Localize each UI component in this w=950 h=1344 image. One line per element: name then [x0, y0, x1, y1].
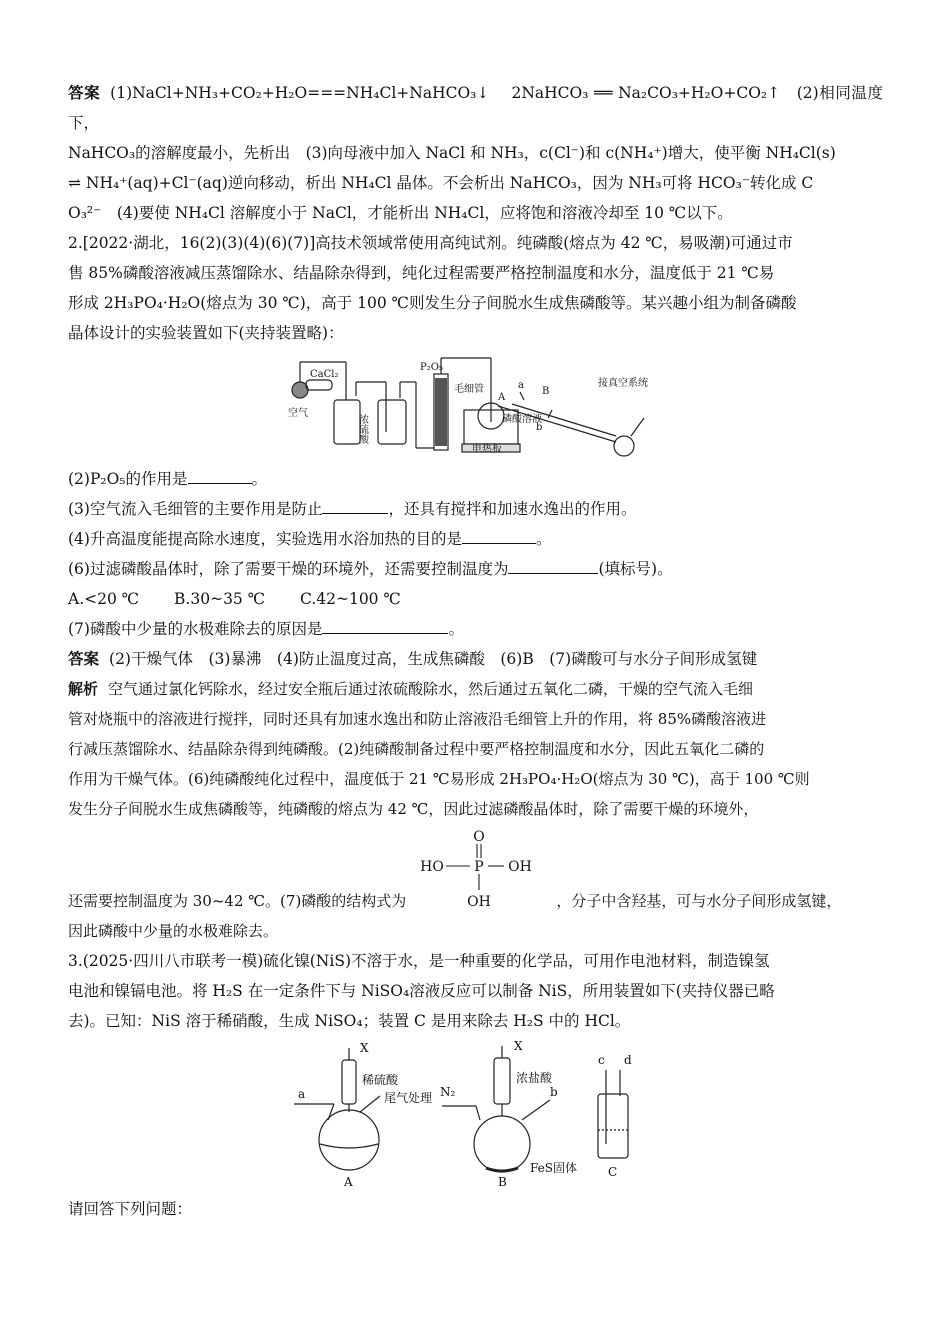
- q2-sub7: (7)磷酸中少量的水极难除去的原因是 。: [68, 620, 464, 638]
- nis-apparatus-figure: [294, 1040, 664, 1190]
- q3-prompt: 请回答下列问题：: [68, 1200, 193, 1218]
- option-a: A.<20 ℃: [68, 590, 140, 608]
- q2-analysis-line6: 还需要控制温度为 30~42 ℃。(7)磷酸的结构式为 O HO P OH OH ，分子中含羟基，可与水分子间形成氢键，: [68, 824, 883, 916]
- answer-blank-7[interactable]: [322, 619, 448, 634]
- q1-answer-line1: 答案 (1)NaCl+NH₃+CO₂+H₂O===NH₄Cl+NaHCO₃↓ 2NaHCO₃ ══ Na₂CO₃+H₂O+CO₂↑ (2)相同温度下，: [68, 84, 883, 132]
- q1-answer-line2: NaHCO₃的溶解度最小，先析出 (3)向母液中加入 NaCl 和 NH₃，c(Cl⁻)和 c(NH₄⁺)增大，使平衡 NH₄Cl(s): [68, 144, 836, 162]
- label-a-inlet: a: [298, 1087, 306, 1101]
- label-b-condenser: B: [542, 386, 550, 397]
- label-p2o5: P₂O₅: [420, 362, 443, 373]
- document-page: [68, 78, 883, 1224]
- q3-stem-line3: 去)。已知：NiS 溶于稀硝酸，生成 NiSO₄；装置 C 是用来除去 H₂S 中的 HCl。: [68, 1012, 631, 1030]
- label-a: a: [518, 380, 524, 391]
- struct-ho: HO: [420, 859, 445, 875]
- analysis-label: 解析: [68, 680, 99, 698]
- label-vacuum: 接真空系统: [598, 378, 648, 389]
- label-capillary: 毛细管: [454, 384, 484, 395]
- label-bottle-c: C: [608, 1165, 618, 1179]
- label-h2so4: 浓硫酸: [356, 414, 368, 444]
- q2-stem-line4: 晶体设计的实验装置如下(夹持装置略)：: [68, 324, 344, 342]
- label-dilute-acid: 稀硫酸: [362, 1073, 399, 1087]
- label-c-tube: c: [598, 1053, 605, 1067]
- q1-answer-line4: O₃²⁻ (4)要使 NH₄Cl 溶解度小于 NaCl，才能析出 NH₄Cl，应将饱和溶液冷却至 10 ℃以下。: [68, 204, 733, 222]
- q2-answer: 答案 (2)干燥气体 (3)暴沸 (4)防止温度过高，生成焦磷酸 (6)B (7)磷酸可与水分子间形成氢键: [68, 650, 758, 668]
- q2-sub4: (4)升高温度能提高除水速度，实验选用水浴加热的目的是 。: [68, 530, 552, 548]
- q2-analysis-line4: 作用为干燥气体。(6)纯磷酸纯化过程中，温度低于 21 ℃易形成 2H₃PO₄·H₂O(熔点为 30 ℃)，高于 100 ℃则: [68, 770, 810, 788]
- label-fes: FeS固体: [530, 1161, 577, 1175]
- struct-p: P: [474, 859, 485, 875]
- q2-analysis-line7: 因此磷酸中少量的水极难除去。: [68, 922, 279, 940]
- q2-analysis-line5: 发生分子间脱水生成焦磷酸等，纯磷酸的熔点为 42 ℃，因此过滤磷酸晶体时，除了需要干燥的环境外，: [68, 800, 759, 818]
- label-x-a: X: [360, 1041, 369, 1055]
- answer-blank-2[interactable]: [188, 469, 252, 484]
- q2-analysis-line2: 管对烧瓶中的溶液进行搅拌，同时还具有加速水逸出和防止溶液沿毛细管上升的作用，将 85%磷酸溶液进: [68, 710, 767, 728]
- label-n2: N₂: [440, 1085, 456, 1099]
- label-flask-b: B: [498, 1175, 507, 1189]
- answer-label: 答案: [68, 650, 100, 668]
- label-d-tube: d: [624, 1053, 632, 1067]
- label-b-outlet: b: [550, 1085, 558, 1099]
- phosphoric-acid-structure: [406, 828, 556, 916]
- q3-stem-line1: 3.(2025·四川八市联考一模)硫化镍(NiS)不溶于水，是一种重要的化学品，可用作电池材料，制造镍氢: [68, 952, 770, 970]
- label-heater: 电热板: [472, 444, 502, 455]
- label-cacl2: CaCl₂: [310, 369, 339, 380]
- answer-blank-4[interactable]: [462, 529, 536, 544]
- q2-analysis-line3: 行减压蒸馏除水、结晶除杂得到纯磷酸。(2)纯磷酸制备过程中要严格控制温度和水分，因此五氧化二磷的: [68, 740, 765, 758]
- struct-oh-bottom: OH: [467, 894, 492, 910]
- q2-stem-line1: 2.[2022·湖北，16(2)(3)(4)(6)(7)]高技术领域常使用高纯试剂。纯磷酸(熔点为 42 ℃，易吸潮)可通过市: [68, 234, 793, 252]
- option-c: C.42~100 ℃: [300, 590, 401, 608]
- answer-blank-6[interactable]: [508, 559, 598, 574]
- label-flask-a: A: [498, 392, 506, 403]
- q2-sub6: (6)过滤磷酸晶体时，除了需要干燥的环境外，还需要控制温度为 (填标号)。: [68, 560, 673, 578]
- option-b: B.30~35 ℃: [174, 590, 266, 608]
- answer-label: 答案: [68, 84, 101, 102]
- label-air: 空气: [288, 408, 308, 419]
- q1-answer-line3: ⇌ NH₄⁺(aq)+Cl⁻(aq)逆向移动，析出 NH₄Cl 晶体。不会析出 NaHCO₃，因为 NH₃可将 HCO₃⁻转化成 C: [68, 174, 814, 192]
- q2-sub2: (2)P₂O₅的作用是 。: [68, 470, 268, 488]
- label-acid-solution: 磷酸溶液: [502, 414, 542, 425]
- label-flask-a: A: [344, 1175, 353, 1189]
- label-tail-gas: 尾气处理: [384, 1091, 433, 1105]
- label-x-b: X: [514, 1040, 523, 1053]
- label-b: b: [536, 422, 543, 433]
- struct-o: O: [473, 829, 486, 845]
- q3-stem-line2: 电池和镍镉电池。将 H₂S 在一定条件下与 NiSO₄溶液反应可以制备 NiS，所用装置如下(夹持仪器已略: [68, 982, 775, 1000]
- q2-stem-line3: 形成 2H₃PO₄·H₂O(熔点为 30 ℃)，高于 100 ℃则发生分子间脱水生成焦磷酸等。某兴趣小组为制备磷酸: [68, 294, 797, 312]
- q2-sub3: (3)空气流入毛细管的主要作用是防止 ，还具有搅拌和加速水逸出的作用。: [68, 500, 637, 518]
- q2-stem-line2: 售 85%磷酸溶液减压蒸馏除水、结晶除杂得到，纯化过程需要严格控制温度和水分，温度低于 21 ℃易: [68, 264, 775, 282]
- answer-blank-3[interactable]: [322, 499, 388, 514]
- phosphoric-acid-apparatus-figure: [286, 352, 666, 460]
- struct-oh-right: OH: [508, 859, 533, 875]
- q2-analysis-line1: 解析 空气通过氯化钙除水，经过安全瓶后通过浓硫酸除水，然后通过五氧化二磷，干燥的空气流入毛细: [68, 680, 754, 698]
- label-conc-hcl: 浓盐酸: [516, 1071, 553, 1085]
- q2-options: [68, 584, 883, 614]
